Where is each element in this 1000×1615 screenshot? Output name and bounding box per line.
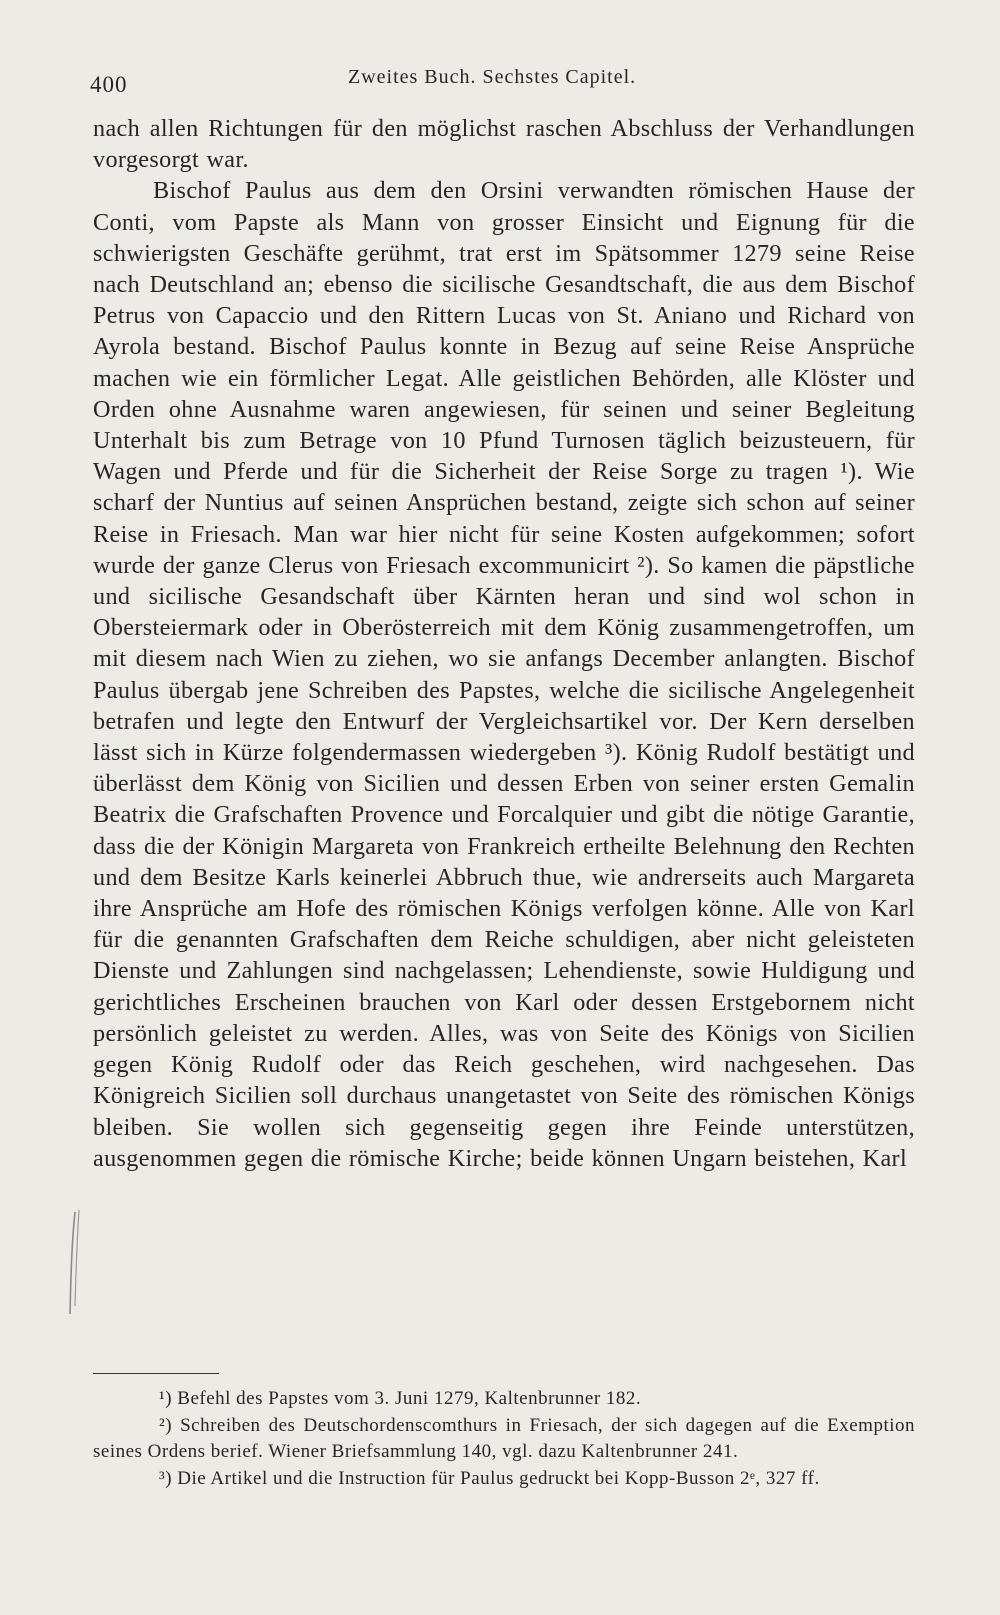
footnotes	[93, 1386, 915, 1492]
body-text	[93, 113, 915, 1174]
footnote: ²) Schreiben des Deutschordenscomthurs in Friesach, der sich dagegen auf die Exemption seines Ordens berief. Wiener Briefsammlung 140, vgl. dazu Kaltenbrunner 241.	[93, 1414, 915, 1463]
footnote: ¹) Befehl des Papstes vom 3. Juni 1279, Kaltenbrunner 182.	[159, 1388, 642, 1409]
margin-pencil-mark	[66, 1210, 80, 1316]
footnote: ³) Die Artikel und die Instruction für Paulus gedruckt bei Kopp-Busson 2ᵉ, 327 ff.	[159, 1467, 820, 1489]
running-head	[90, 62, 910, 102]
running-title: Zweites Buch. Sechstes Capitel.	[348, 66, 637, 88]
paragraph: Bischof Paulus aus dem den Orsini verwandten römischen Hause der Conti, vom Papste als Mann von grosser Einsicht und Eignung für die schwierigsten Geschäfte gerühmt, trat erst im Spätsommer 1279 seine Reise nach Deutschland an; ebenso die sicilische Gesandtschaft, die aus dem Bischof Petrus von Capaccio und den Rittern Lucas von St. Aniano und Richard von Ayrola bestand. Bischof Paulus konnte in Bezug auf seine Reise Ansprüche machen wie ein förmlicher Legat. Alle geistlichen Behörden, alle Klöster und Orden ohne Ausnahme waren angewiesen, für seinen und seiner Begleitung Unterhalt bis zum Betrage von 10 Pfund Turnosen täglich beizusteuern, für Wagen und Pferde und für die Sicherheit der Reise Sorge zu tragen ¹). Wie scharf der Nuntius auf seinen Ansprüchen bestand, zeigte sich schon auf seiner Reise in Friesach. Man war hier nicht für seine Kosten aufgekommen; sofort wurde der ganze Clerus von Friesach excommunicirt ²). So kamen die päpstliche und sicilische Gesandschaft über Kärnten heran und sind wol schon in Obersteiermark oder in Oberösterreich mit dem König zusammengetroffen, um mit diesem nach Wien zu ziehen, wo sie anfangs December anlangten. Bischof Paulus übergab jene Schreiben des Papstes, welche die sicilische Angelegenheit betrafen und legte den Entwurf der Vergleichsartikel vor. Der Kern derselben lässt sich in Kürze folgendermassen wiedergeben ³). König Rudolf bestätigt und überlässt dem König von Sicilien und dessen Erben von seiner ersten Gemalin Beatrix die Grafschaften Provence und Forcalquier und gibt die nötige Garantie, dass die der Königin Margareta von Frankreich ertheilte Belehnung den Rechten und dem Besitze Karls keinerlei Abbruch thue, wie andrerseits auch Margareta ihre Ansprüche am Hofe des römischen Königs verfolgen könne. Alle von Karl für die genannten Grafschaften dem Reiche schuldigen, aber nicht geleisteten Dienste und Zahlungen sind nachgelassen; Lehendienste, sowie Huldigung und gerichtliches Erscheinen brauchen von Karl oder dessen Erstgebornem nicht persönlich geleistet zu werden. Alles, was von Seite des Königs von Sicilien gegen König Rudolf oder das Reich geschehen, wird nachgesehen. Das Königreich Sicilien soll durchaus unangetastet von Seite des römischen Königs bleiben. Sie wollen sich gegenseitig gegen ihre Feinde unterstützen, ausgenommen gegen die römische Kirche; beide können Ungarn beistehen, Karl	[93, 177, 915, 1172]
page-number: 400	[90, 72, 128, 97]
footnote-divider	[93, 1373, 219, 1374]
paragraph-continued: nach allen Richtungen für den möglichst raschen Abschluss der Verhandlungen vorgesorgt war.	[93, 115, 915, 174]
